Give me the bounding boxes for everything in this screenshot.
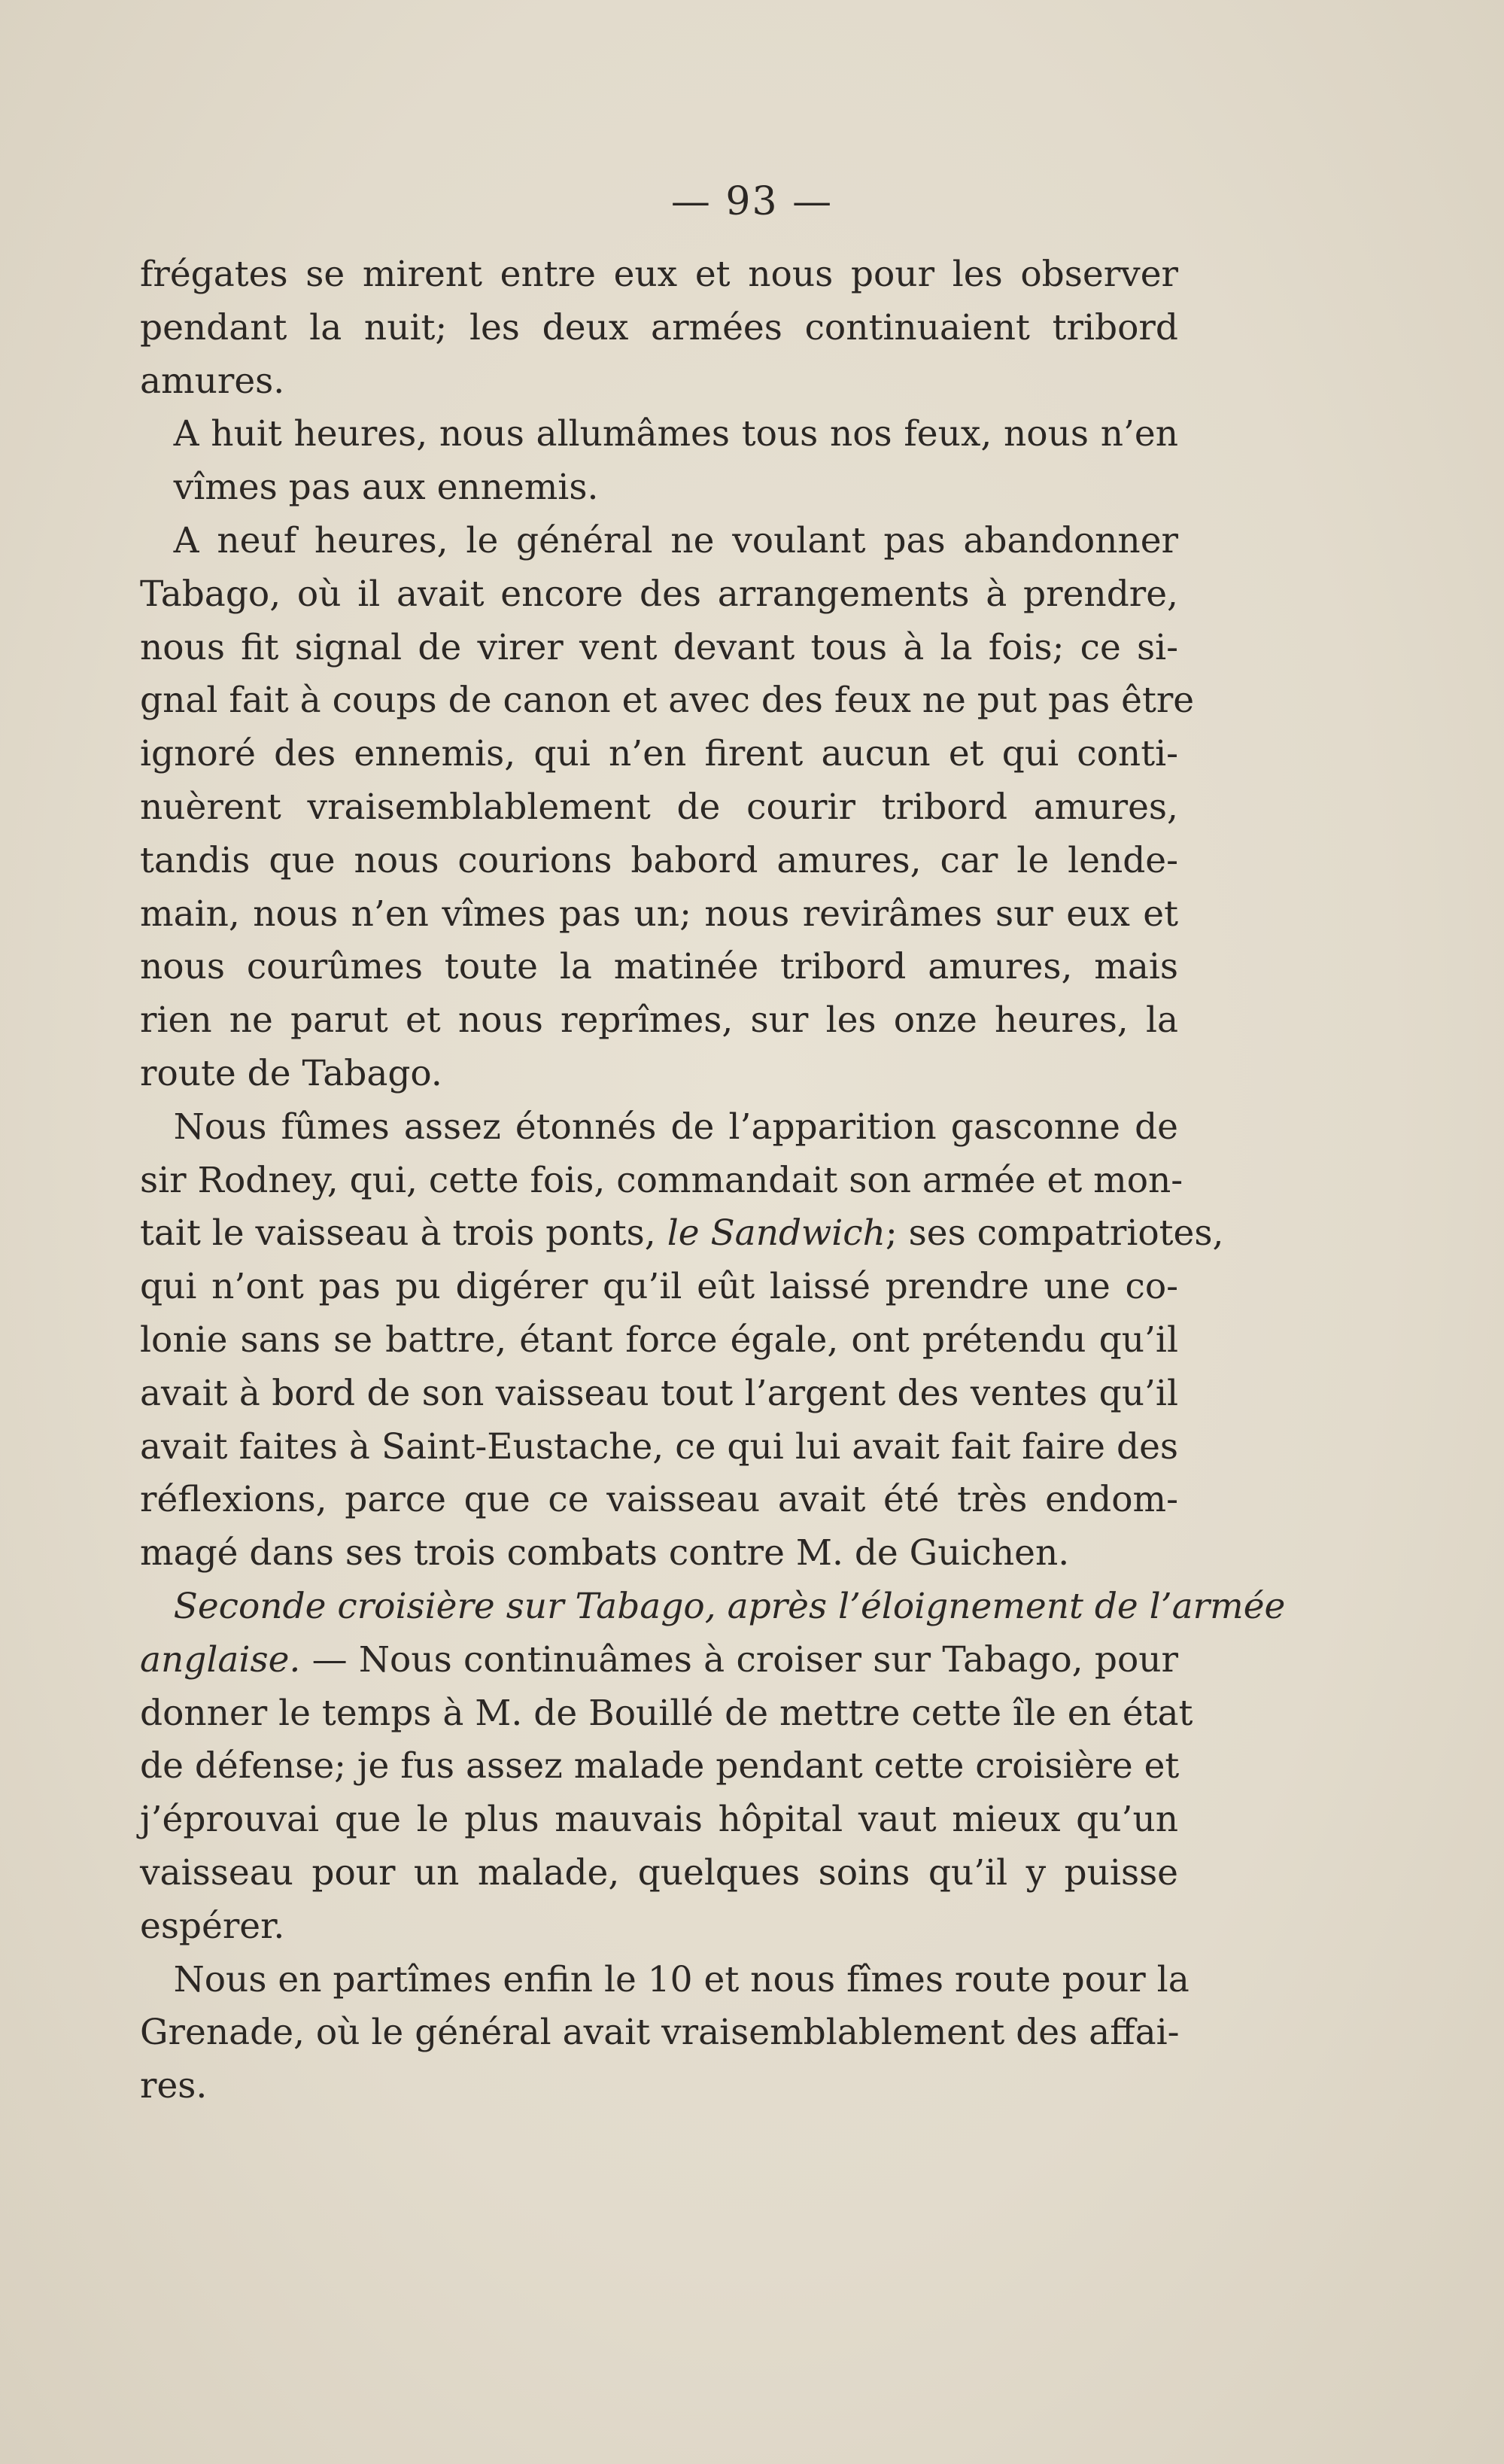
paragraph-1: [140, 248, 1178, 408]
paragraph-4: [140, 1101, 1224, 1580]
text-fragment: tait le vaisseau à trois ponts,: [140, 1212, 667, 1255]
text-line: vaisseau pour un malade, quelques soins qu’il y puisse: [140, 1851, 1178, 1894]
text-line: amures.: [140, 360, 285, 402]
text-line: avait faites à Saint-Eustache, ce qui lui avait fait faire des: [140, 1425, 1178, 1468]
text-line: A huit heures, nous allumâmes tous nos feux, nous n’en: [173, 413, 1178, 455]
text-line: A neuf heures, le général ne voulant pas abandonner: [173, 519, 1178, 561]
text-line: sir Rodney, qui, cette fois, commandait son armée et mon-: [140, 1159, 1183, 1201]
text-line: Tabago, où il avait encore des arrangements à prendre,: [140, 573, 1178, 615]
text-line: qui n’ont pas pu digérer qu’il eût laissé prendre une co-: [140, 1266, 1178, 1308]
text-line: pendant la nuit; les deux armées continuaient tribord: [140, 306, 1178, 348]
text-line-with-heading-end: [140, 1634, 1178, 1687]
text-line: tandis que nous courions babord amures, car le lende-: [140, 839, 1178, 881]
text-line: vîmes pas aux ennemis.: [173, 467, 599, 509]
text-line: nous fit signal de virer vent devant tous à la fois; ce si-: [140, 626, 1178, 668]
text-line: donner le temps à M. de Bouillé de mettre cette île en état: [140, 1692, 1193, 1734]
text-line: rien ne parut et nous reprîmes, sur les onze heures, la: [140, 999, 1178, 1042]
text-line: res.: [140, 2065, 208, 2107]
text-line-with-ship-name: [140, 1207, 1224, 1261]
ship-name-italic: le Sandwich: [667, 1212, 886, 1255]
text-line: Nous en partîmes enfin le 10 et nous fîmes route pour la: [173, 1958, 1190, 2000]
text-line: de défense; je fus assez malade pendant cette croisière et: [140, 1745, 1180, 1787]
text-fragment: — Nous continuâmes à croiser sur Tabago, pour: [300, 1638, 1178, 1681]
text-line: j’éprouvai que le plus mauvais hôpital vaut mieux qu’un: [140, 1799, 1178, 1841]
section-heading-italic-end: anglaise.: [140, 1638, 301, 1681]
text-line: espérer.: [140, 1905, 285, 1947]
text-line: lonie sans se battre, étant force égale, ont prétendu qu’il: [140, 1319, 1178, 1361]
page-number: — 93 —: [670, 179, 834, 224]
text-line: nous courûmes toute la matinée tribord amures, mais: [140, 946, 1178, 988]
paragraph-5: [140, 1580, 1286, 1954]
text-line: frégates se mirent entre eux et nous pour les observer: [140, 254, 1178, 295]
text-line: Nous fûmes assez étonnés de l’apparition gasconne de: [173, 1106, 1178, 1148]
paragraph-2: [140, 408, 1178, 515]
text-line: main, nous n’en vîmes pas un; nous revirâmes sur eux et: [140, 893, 1178, 935]
text-line: Grenade, où le général avait vraisemblablement des affai-: [140, 2012, 1180, 2054]
text-line: route de Tabago.: [140, 1052, 442, 1094]
text-line: réflexions, parce que ce vaisseau avait été très endom-: [140, 1479, 1178, 1521]
text-line: magé dans ses trois combats contre M. de Guichen.: [140, 1532, 1070, 1574]
text-line: nuèrent vraisemblablement de courir tribord amures,: [140, 786, 1178, 828]
section-heading-italic: Seconde croisière sur Tabago, après l’éloignement de l’armée: [173, 1585, 1286, 1627]
text-line: gnal fait à coups de canon et avec des feux ne put pas être: [140, 680, 1195, 722]
text-fragment: ; ses compatriotes,: [885, 1212, 1224, 1255]
text-line: ignoré des ennemis, qui n’en firent aucun et qui conti-: [140, 733, 1178, 775]
paragraph-6: [140, 1954, 1190, 2113]
text-line: avait à bord de son vaisseau tout l’argent des ventes qu’il: [140, 1372, 1178, 1414]
body-text: [140, 248, 1286, 2113]
paragraph-3: [140, 515, 1195, 1101]
